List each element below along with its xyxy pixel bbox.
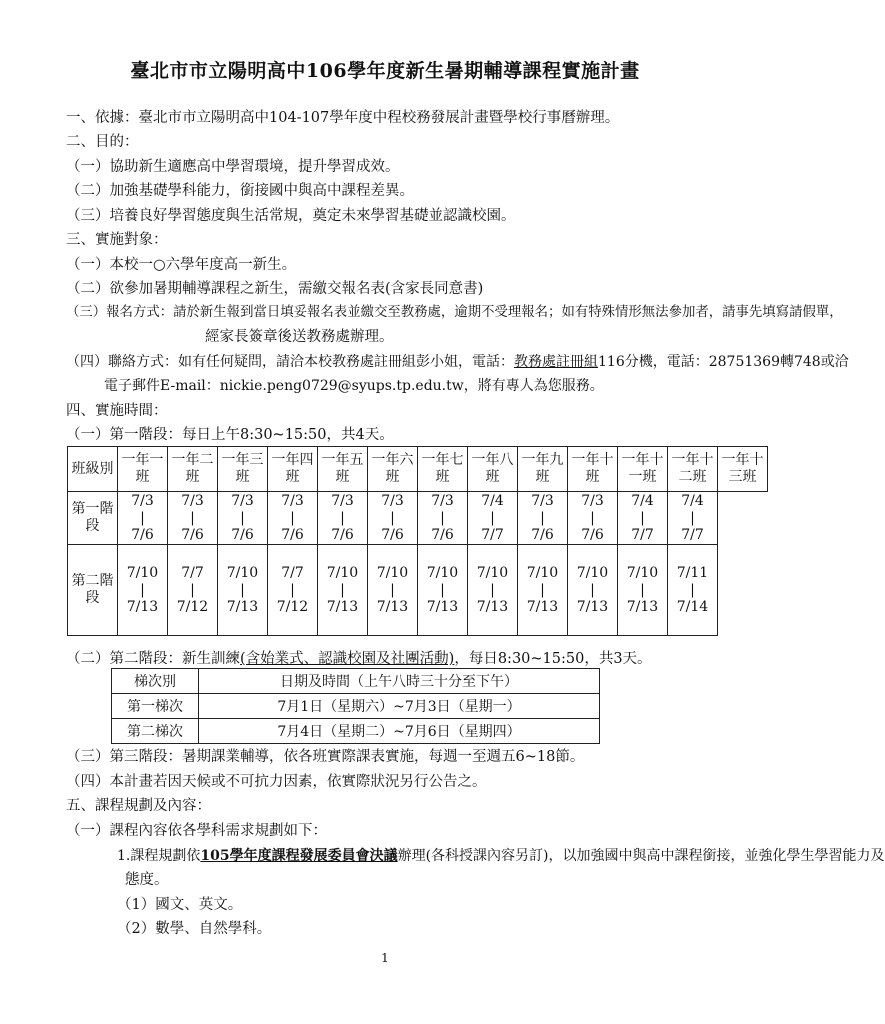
schedule-header-cell: 一年九班: [518, 447, 568, 492]
schedule-date-cell: 7/10 | 7/13: [218, 545, 268, 636]
course-subitem-1-cont: 態度。: [125, 872, 169, 888]
schedule-date-cell: 7/3 | 7/6: [518, 492, 568, 545]
schedule-row-label: 第一階段: [68, 492, 118, 545]
schedule-table: [67, 446, 768, 636]
schedule-header-corner: 班級別: [68, 447, 118, 492]
schedule-date-cell: 7/3 | 7/6: [318, 492, 368, 545]
phase-table-cell: 第一梯次: [112, 694, 199, 719]
schedule-header-cell: 一年七班: [418, 447, 468, 492]
target-item-4: [66, 352, 849, 372]
document-title: 臺北市市立陽明高中106學年度新生暑期輔導課程實施計畫: [130, 60, 640, 82]
course-subject-1: （1）國文、英文。: [117, 897, 243, 913]
schedule-header-cell: 一年十一班: [618, 447, 668, 492]
schedule-date-cell: 7/3 | 7/6: [118, 492, 168, 545]
phase2-label: （二）第二階段：新生訓練: [66, 651, 240, 667]
schedule-header-cell: 一年一班: [118, 447, 168, 492]
course-subject-2: （2）數學、自然學科。: [117, 921, 272, 937]
schedule-header-cell: 一年六班: [368, 447, 418, 492]
schedule-date-cell: 7/4 | 7/7: [668, 492, 718, 545]
schedule-date-cell: 7/4 | 7/7: [468, 492, 518, 545]
phase-table-cell: 第二梯次: [112, 719, 199, 744]
phase-table: [111, 668, 600, 744]
schedule-date-cell: 7/3 | 7/6: [218, 492, 268, 545]
schedule-date-cell: 7/10 | 7/13: [568, 545, 618, 636]
schedule-date-cell: 7/3 | 7/6: [418, 492, 468, 545]
schedule-header-cell: 一年十班: [568, 447, 618, 492]
contact-email: 電子郵件E-mail：nickie.peng0729@syups.tp.edu.tw，將有專人為您服務。: [104, 378, 604, 394]
time-item-4: （四）本計畫若因天候或不可抗力因素，依實際狀況另行公告之。: [66, 774, 487, 790]
schedule-date-cell: 7/11 | 7/14: [668, 545, 718, 636]
course-text: 1.課程規劃依: [117, 848, 201, 864]
schedule-date-cell: 7/10 | 7/13: [468, 545, 518, 636]
schedule-row-label: 第二階段: [68, 545, 118, 636]
schedule-date-cell: 7/10 | 7/13: [518, 545, 568, 636]
schedule-date-cell: 7/7 | 7/12: [168, 545, 218, 636]
section-basis: 一、依據：臺北市市立陽明高中104-107學年度中程校務發展計畫暨學校行事曆辦理。: [66, 110, 620, 126]
schedule-header-cell: 一年二班: [168, 447, 218, 492]
phase-table-header-2: 日期及時間（上午八時三十分至下午）: [199, 669, 600, 694]
schedule-date-cell: 7/10 | 7/13: [418, 545, 468, 636]
target-item-2: （二）欲參加暑期輔導課程之新生，需繳交報名表(含家長同意書): [66, 281, 484, 297]
schedule-date-cell: 7/4 | 7/7: [618, 492, 668, 545]
course-subitem-1: [117, 846, 885, 866]
purpose-item-1: （一）協助新生適應高中學習環境，提升學習成效。: [66, 159, 400, 175]
schedule-header-cell: 一年五班: [318, 447, 368, 492]
contact-text: （四）聯絡方式：如有任何疑問，請洽本校教務處註冊組彭小姐，電話：: [66, 354, 514, 370]
schedule-date-cell: 7/3 | 7/6: [168, 492, 218, 545]
section-time-heading: 四、實施時間：: [66, 403, 168, 419]
schedule-date-cell: 7/10 | 7/13: [618, 545, 668, 636]
schedule-date-cell: 7/3 | 7/6: [368, 492, 418, 545]
time-item-1: （一）第一階段：每日上午8:30~15:50，共4天。: [66, 427, 394, 443]
schedule-date-cell: 7/10 | 7/13: [368, 545, 418, 636]
phase-table-cell: 7月4日（星期二）~7月6日（星期四）: [199, 719, 600, 744]
time-item-3: （三）第三階段：暑期課業輔導，依各班實際課表實施，每週一至週五6~18節。: [66, 749, 585, 765]
schedule-date-cell: 7/3 | 7/6: [268, 492, 318, 545]
schedule-header-cell: 一年三班: [218, 447, 268, 492]
target-item-3-cont: 經家長簽章後送教務處辦理。: [205, 329, 394, 345]
page-number: 1: [381, 951, 389, 965]
schedule-header-cell: 一年十二班: [668, 447, 718, 492]
schedule-date-cell: 7/10 | 7/13: [118, 545, 168, 636]
contact-phone: 116分機，電話：28751369轉748或洽: [598, 354, 849, 370]
schedule-header-cell: 一年八班: [468, 447, 518, 492]
target-item-3: （三）報名方式：請於新生報到當日填妥報名表並繳交至教務處，逾期不受理報名；如有特殊情形無法參加者，請事先填寫請假單，: [66, 305, 843, 320]
schedule-header-cell: 一年四班: [268, 447, 318, 492]
course-committee: 105學年度課程發展委員會決議: [200, 848, 398, 864]
time-item-2: [66, 649, 652, 669]
purpose-item-3: （三）培養良好學習態度與生活常規，奠定未來學習基礎並認識校園。: [66, 208, 516, 224]
schedule-date-cell: 7/7 | 7/12: [268, 545, 318, 636]
schedule-date-cell: 7/3 | 7/6: [568, 492, 618, 545]
phase2-time: ，每日8:30~15:50，共3天。: [454, 651, 652, 667]
schedule-date-cell: 7/10 | 7/13: [318, 545, 368, 636]
section-target-heading: 三、實施對象：: [66, 232, 168, 248]
contact-office: 教務處註冊組: [514, 354, 598, 370]
phase-table-header-1: 梯次別: [112, 669, 199, 694]
phase-table-cell: 7月1日（星期六）~7月3日（星期一）: [199, 694, 600, 719]
course-text-cont: 辦理(各科授課內容另訂)，以加強國中與高中課程銜接，並強化學生學習能力及: [397, 848, 885, 864]
course-item-1: （一）課程內容依各學科需求規劃如下：: [66, 823, 327, 839]
phase2-detail: (含始業式、認識校園及社團活動): [240, 651, 455, 667]
schedule-header-cell: 一年十三班: [718, 447, 768, 492]
section-course-heading: 五、課程規劃及內容：: [66, 798, 211, 814]
section-purpose-heading: 二、目的：: [66, 134, 139, 150]
target-item-1: （一）本校一○六學年度高一新生。: [66, 257, 297, 273]
purpose-item-2: （二）加強基礎學科能力，銜接國中與高中課程差異。: [66, 183, 414, 199]
